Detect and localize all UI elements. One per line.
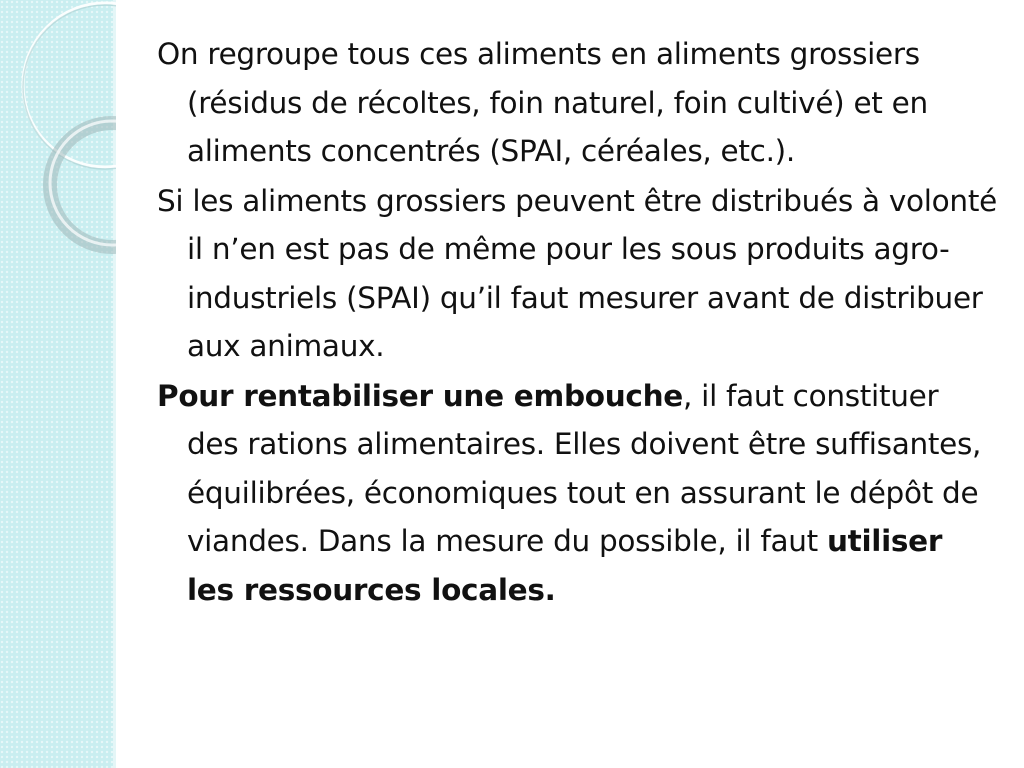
small-ring: [50, 123, 116, 247]
decorative-rings: [0, 0, 116, 260]
paragraph-3-text: , il faut constituer des rations alimentaires. Elles doivent être suffisantes, équilibrées, économiques tout en assurant le dépôt de viandes. Dans la mesure du possible, il faut: [187, 378, 982, 558]
paragraph-1: [157, 30, 997, 176]
paragraph-2-text: Si les aliments grossiers peuvent être distribués à volonté il n’en est pas de même pour les sous produits agro- industriels (SPAI) qu’il faut mesurer avant de distribuer aux animaux.: [157, 183, 997, 363]
paragraph-3: [157, 372, 997, 615]
paragraph-3-bold-tail: utiliser les ressources locales.: [187, 524, 943, 607]
slide-body: [157, 30, 997, 615]
paragraph-2: [157, 177, 997, 371]
paragraph-3-bold-lead: Pour rentabiliser une embouche: [157, 378, 684, 413]
paragraph-1-text: On regroupe tous ces aliments en aliments grossiers (résidus de récoltes, foin naturel, foin cultivé) et en aliments concentrés (SPAI, céréales, etc.).: [157, 37, 928, 168]
